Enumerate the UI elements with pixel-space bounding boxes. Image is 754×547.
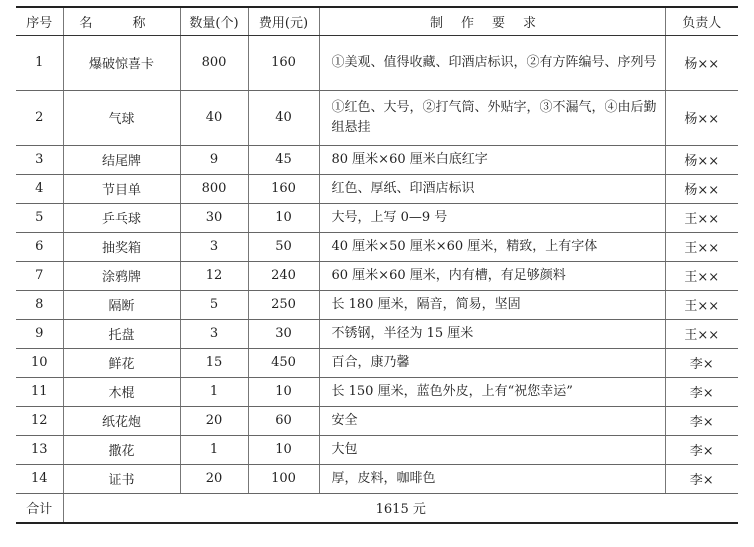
cell-qty: 1 bbox=[180, 377, 248, 406]
table-row bbox=[16, 174, 738, 203]
header-no: 序号 bbox=[16, 7, 63, 35]
cell-owner: 杨×× bbox=[665, 145, 738, 174]
table-row bbox=[16, 377, 738, 406]
cell-owner: 王×× bbox=[665, 290, 738, 319]
header-req bbox=[319, 7, 665, 35]
cell-no: 3 bbox=[16, 145, 63, 174]
cell-cost: 30 bbox=[248, 319, 319, 348]
cell-owner: 杨×× bbox=[665, 90, 738, 145]
cell-no: 1 bbox=[16, 35, 63, 90]
cell-req: 长 150 厘米，蓝色外皮，上有“祝您幸运” bbox=[319, 377, 665, 406]
total-value: 1615 元 bbox=[63, 493, 738, 523]
cell-req: 百合，康乃馨 bbox=[319, 348, 665, 377]
cell-owner: 李× bbox=[665, 406, 738, 435]
cell-name: 气球 bbox=[63, 90, 180, 145]
table-row bbox=[16, 290, 738, 319]
cell-no: 11 bbox=[16, 377, 63, 406]
cell-no: 9 bbox=[16, 319, 63, 348]
cell-req: 40 厘米×50 厘米×60 厘米，精致，上有字体 bbox=[319, 232, 665, 261]
cell-owner: 李× bbox=[665, 435, 738, 464]
cell-cost: 160 bbox=[248, 35, 319, 90]
cell-owner: 杨×× bbox=[665, 35, 738, 90]
cell-qty: 3 bbox=[180, 319, 248, 348]
cell-owner: 李× bbox=[665, 377, 738, 406]
cell-req: 60 厘米×60 厘米，内有槽，有足够颜料 bbox=[319, 261, 665, 290]
cell-cost: 450 bbox=[248, 348, 319, 377]
materials-table bbox=[16, 6, 738, 524]
cell-cost: 160 bbox=[248, 174, 319, 203]
cell-req: 红色、厚纸、印酒店标识 bbox=[319, 174, 665, 203]
cell-qty: 20 bbox=[180, 464, 248, 493]
cell-owner: 杨×× bbox=[665, 174, 738, 203]
cell-req: 80 厘米×60 厘米白底红字 bbox=[319, 145, 665, 174]
table-row bbox=[16, 203, 738, 232]
cell-cost: 100 bbox=[248, 464, 319, 493]
cell-qty: 20 bbox=[180, 406, 248, 435]
cell-qty: 5 bbox=[180, 290, 248, 319]
table-row bbox=[16, 464, 738, 493]
cell-no: 7 bbox=[16, 261, 63, 290]
cell-qty: 3 bbox=[180, 232, 248, 261]
cell-name: 鲜花 bbox=[63, 348, 180, 377]
cell-qty: 12 bbox=[180, 261, 248, 290]
table-row bbox=[16, 145, 738, 174]
cell-req: 厚，皮料，咖啡色 bbox=[319, 464, 665, 493]
cell-no: 14 bbox=[16, 464, 63, 493]
total-row bbox=[16, 493, 738, 523]
cell-name: 结尾牌 bbox=[63, 145, 180, 174]
cell-no: 2 bbox=[16, 90, 63, 145]
cell-cost: 10 bbox=[248, 435, 319, 464]
table-row bbox=[16, 35, 738, 90]
cell-qty: 800 bbox=[180, 174, 248, 203]
cell-qty: 800 bbox=[180, 35, 248, 90]
cell-no: 4 bbox=[16, 174, 63, 203]
cell-owner: 王×× bbox=[665, 319, 738, 348]
table-row bbox=[16, 261, 738, 290]
header-cost: 费用(元) bbox=[248, 7, 319, 35]
table-header-row bbox=[16, 7, 738, 35]
header-name bbox=[63, 7, 180, 35]
cell-name: 节目单 bbox=[63, 174, 180, 203]
cell-cost: 10 bbox=[248, 377, 319, 406]
header-qty: 数量(个) bbox=[180, 7, 248, 35]
cell-owner: 李× bbox=[665, 348, 738, 377]
cell-name: 抽奖箱 bbox=[63, 232, 180, 261]
cell-qty: 30 bbox=[180, 203, 248, 232]
cell-cost: 10 bbox=[248, 203, 319, 232]
cell-name: 撒花 bbox=[63, 435, 180, 464]
cell-no: 12 bbox=[16, 406, 63, 435]
cell-req: 长 180 厘米，隔音，简易，坚固 bbox=[319, 290, 665, 319]
document-page bbox=[16, 6, 738, 524]
table-row bbox=[16, 319, 738, 348]
cell-cost: 240 bbox=[248, 261, 319, 290]
cell-no: 10 bbox=[16, 348, 63, 377]
cell-name: 涂鸦牌 bbox=[63, 261, 180, 290]
cell-req: ①美观、值得收藏、印酒店标识，②有方阵编号、序列号 bbox=[319, 35, 665, 90]
cell-no: 8 bbox=[16, 290, 63, 319]
table-row bbox=[16, 348, 738, 377]
table-row bbox=[16, 90, 738, 145]
cell-owner: 王×× bbox=[665, 261, 738, 290]
cell-owner: 王×× bbox=[665, 232, 738, 261]
cell-name: 证书 bbox=[63, 464, 180, 493]
cell-qty: 15 bbox=[180, 348, 248, 377]
cell-req: 不锈钢，半径为 15 厘米 bbox=[319, 319, 665, 348]
cell-name: 木棍 bbox=[63, 377, 180, 406]
cell-owner: 王×× bbox=[665, 203, 738, 232]
cell-no: 13 bbox=[16, 435, 63, 464]
cell-name: 隔断 bbox=[63, 290, 180, 319]
cell-req: 安全 bbox=[319, 406, 665, 435]
cell-cost: 40 bbox=[248, 90, 319, 145]
cell-qty: 1 bbox=[180, 435, 248, 464]
cell-req: 大号，上写 0—9 号 bbox=[319, 203, 665, 232]
cell-name: 托盘 bbox=[63, 319, 180, 348]
cell-name: 乒乓球 bbox=[63, 203, 180, 232]
cell-req: ①红色、大号，②打气筒、外贴字，③不漏气，④由后勤组悬挂 bbox=[319, 90, 665, 145]
table-row bbox=[16, 406, 738, 435]
cell-name: 爆破惊喜卡 bbox=[63, 35, 180, 90]
cell-qty: 40 bbox=[180, 90, 248, 145]
header-owner: 负责人 bbox=[665, 7, 738, 35]
table-row bbox=[16, 232, 738, 261]
cell-qty: 9 bbox=[180, 145, 248, 174]
cell-cost: 250 bbox=[248, 290, 319, 319]
cell-no: 6 bbox=[16, 232, 63, 261]
cell-req: 大包 bbox=[319, 435, 665, 464]
header-name-text: 名 称 bbox=[79, 15, 164, 31]
table-row bbox=[16, 435, 738, 464]
cell-cost: 45 bbox=[248, 145, 319, 174]
cell-owner: 李× bbox=[665, 464, 738, 493]
cell-no: 5 bbox=[16, 203, 63, 232]
cell-name: 纸花炮 bbox=[63, 406, 180, 435]
total-label: 合计 bbox=[16, 493, 63, 523]
cell-cost: 50 bbox=[248, 232, 319, 261]
header-req-text: 制作要求 bbox=[429, 15, 554, 31]
cell-cost: 60 bbox=[248, 406, 319, 435]
